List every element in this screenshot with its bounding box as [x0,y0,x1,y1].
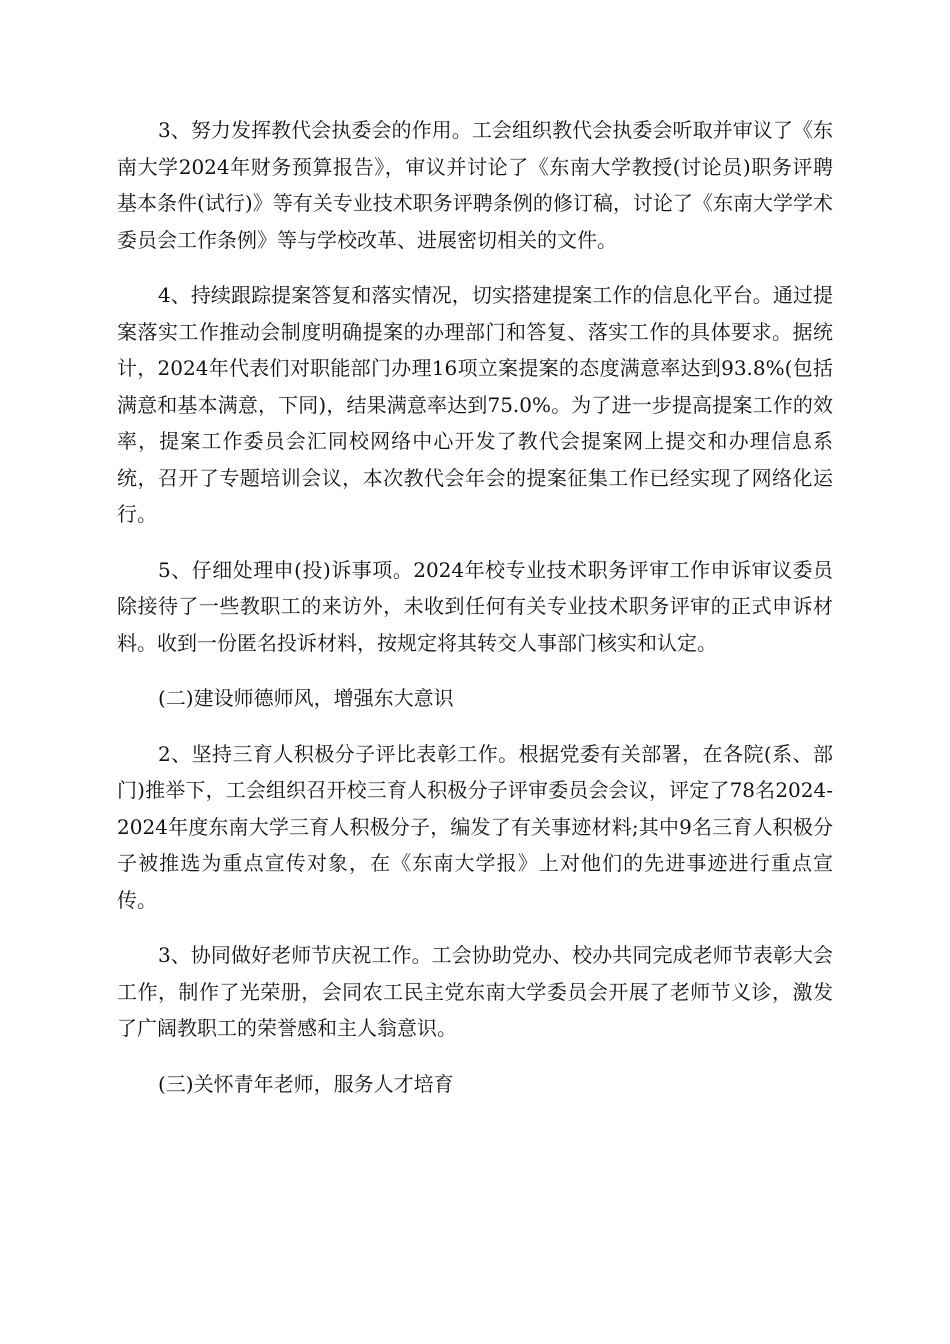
paragraph-text: 2、坚持三育人积极分子评比表彰工作。根据党委有关部署，在各院(系、部门)推举下，工会组织召开校三育人积极分子评审委员会会议，评定了78名2024-2024年度东南大学三育人积极分子，编发了有关事迹材料;其中9名三育人积极分子被推选为重点宣传对象，在《东南大学报》上对他们的先进事迹进行重点宣传。 [117,741,833,912]
paragraph-item-4-proposals [117,277,833,533]
heading-text: (二)建设师德师风，增强东大意识 [158,686,454,710]
paragraph-item-3-executive-committee [117,112,833,258]
paragraph-text: 3、协同做好老师节庆祝工作。工会协助党办、校办共同完成老师节表彰大会工作，制作了光荣册，会同农工民主党东南大学委员会开展了老师节义诊，激发了广阔教职工的荣誉感和主人翁意识。 [117,943,833,1040]
document-page [117,112,833,1121]
paragraph-text: 4、持续跟踪提案答复和落实情况，切实搭建提案工作的信息化平台。通过提案落实工作推动会制度明确提案的办理部门和答复、落实工作的具体要求。据统计，2024年代表们对职能部门办理16项立案提案的态度满意率达到93.8%(包括满意和基本满意，下同)，结果满意率达到75.0%。为了进一步提高提案工作的效率，提案工作委员会汇同校网络中心开发了教代会提案网上提交和办理信息系统，召开了专题培训会议，本次教代会年会的提案征集工作已经实现了网络化运行。 [117,283,833,526]
paragraph-text: 5、仔细处理申(投)诉事项。2024年校专业技术职务评审工作申诉审议委员除接待了一些教职工的来访外，未收到任何有关专业技术职务评审的正式申诉材料。收到一份匿名投诉材料，按规定将其转交人事部门核实和认定。 [117,557,833,655]
paragraph-item-2-awards [117,736,833,919]
heading-text: (三)关怀青年老师，服务人才培育 [158,1071,454,1096]
paragraph-item-5-complaints [117,552,833,662]
section-heading-3 [117,1066,833,1103]
section-heading-2 [117,680,833,717]
paragraph-item-3-teachers-day [117,937,833,1047]
paragraph-text: 3、努力发挥教代会执委会的作用。工会组织教代会执委会听取并审议了《东南大学2024年财务预算报告》，审议并讨论了《东南大学教授(讨论员)职务评聘基本条件(试行)》等有关专业技术职务评聘条例的修订稿，讨论了《东南大学学术委员会工作条例》等与学校改革、进展密切相关的文件。 [117,118,833,252]
